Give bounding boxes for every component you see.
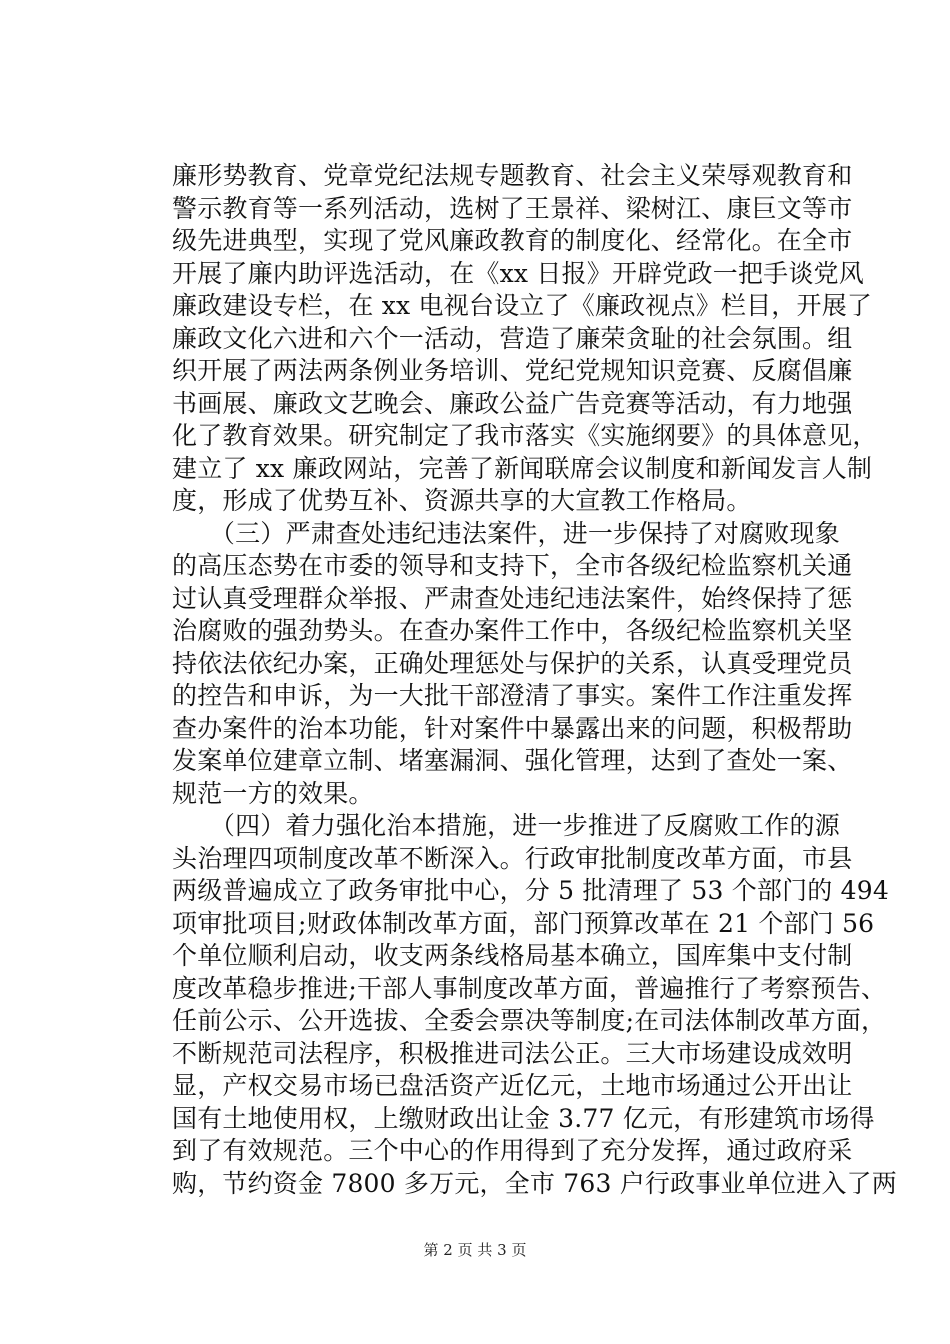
text-line: 持依法依纪办案，正确处理惩处与保护的关系，认真受理党员	[172, 648, 853, 678]
text-line: 任前公示、公开选拔、全委会票决等制度;在司法体制改革方面，	[172, 1006, 887, 1035]
text-line: 化了教育效果。研究制定了我市落实《实施纲要》的具体意见，	[172, 421, 878, 450]
text-line: 度改革稳步推进;干部人事制度改革方面，普遍推行了考察预告、	[172, 973, 887, 1003]
text-line: 不断规范司法程序，积极推进司法公正。三大市场建设成效明	[172, 1038, 853, 1068]
text-line: 购，节约资金 7800 多万元，全市 763 户行政事业单位进入了两	[172, 1168, 897, 1198]
text-line: 廉政文化六进和六个一活动，营造了廉荣贪耻的社会氛围。组	[172, 323, 853, 353]
document-body	[172, 160, 897, 1200]
text-line: 国有土地使用权，上缴财政出让金 3.77 亿元，有形建筑市场得	[172, 1103, 875, 1133]
text-line: （四）着力强化治本措施，进一步推进了反腐败工作的源	[172, 811, 840, 840]
text-line: 查办案件的治本功能，针对案件中暴露出来的问题，积极帮助	[172, 713, 853, 743]
text-line: 过认真受理群众举报、严肃查处违纪违法案件，始终保持了惩	[172, 583, 853, 613]
text-line: 书画展、廉政文艺晚会、廉政公益广告竞赛等活动，有力地强	[172, 388, 853, 418]
text-line: 廉形势教育、党章党纪法规专题教育、社会主义荣辱观教育和	[172, 161, 853, 190]
text-line: 治腐败的强劲势头。在查办案件工作中，各级纪检监察机关坚	[172, 616, 853, 645]
text-line: 项审批项目;财政体制改革方面，部门预算改革在 21 个部门 56	[172, 908, 875, 938]
text-line: 个单位顺利启动，收支两条线格局基本确立，国库集中支付制	[172, 941, 853, 970]
text-line: 的控告和申诉，为一大批干部澄清了事实。案件工作注重发挥	[172, 681, 853, 710]
page-footer: 第 2 页 共 3 页	[423, 1241, 527, 1259]
text-line: 廉政建设专栏，在 xx 电视台设立了《廉政视点》栏目，开展了	[172, 291, 873, 320]
text-line: 显，产权交易市场已盘活资产近亿元，土地市场通过公开出让	[172, 1071, 853, 1100]
text-line: 级先进典型，实现了党风廉政教育的制度化、经常化。在全市	[172, 226, 853, 255]
text-line: 到了有效规范。三个中心的作用得到了充分发挥，通过政府采	[172, 1136, 853, 1165]
text-line: （三）严肃查处违纪违法案件，进一步保持了对腐败现象	[172, 518, 840, 548]
text-line: 开展了廉内助评选活动，在《xx 日报》开辟党政一把手谈党风	[172, 258, 864, 288]
text-line: 建立了 xx 廉政网站，完善了新闻联席会议制度和新闻发言人制	[172, 453, 873, 483]
text-line: 头治理四项制度改革不断深入。行政审批制度改革方面，市县	[172, 843, 853, 873]
text-line: 织开展了两法两条例业务培训、党纪党规知识竞赛、反腐倡廉	[172, 356, 853, 385]
text-line: 警示教育等一系列活动，选树了王景祥、梁树江、康巨文等市	[172, 193, 853, 223]
text-line: 规范一方的效果。	[172, 778, 374, 808]
text-line: 度，形成了优势互补、资源共享的大宣教工作格局。	[172, 486, 752, 515]
text-line: 发案单位建章立制、堵塞漏洞、强化管理，达到了查处一案、	[172, 746, 853, 775]
text-line: 的高压态势在市委的领导和支持下，全市各级纪检监察机关通	[172, 551, 853, 580]
text-line: 两级普遍成立了政务审批中心，分 5 批清理了 53 个部门的 494	[172, 876, 889, 905]
